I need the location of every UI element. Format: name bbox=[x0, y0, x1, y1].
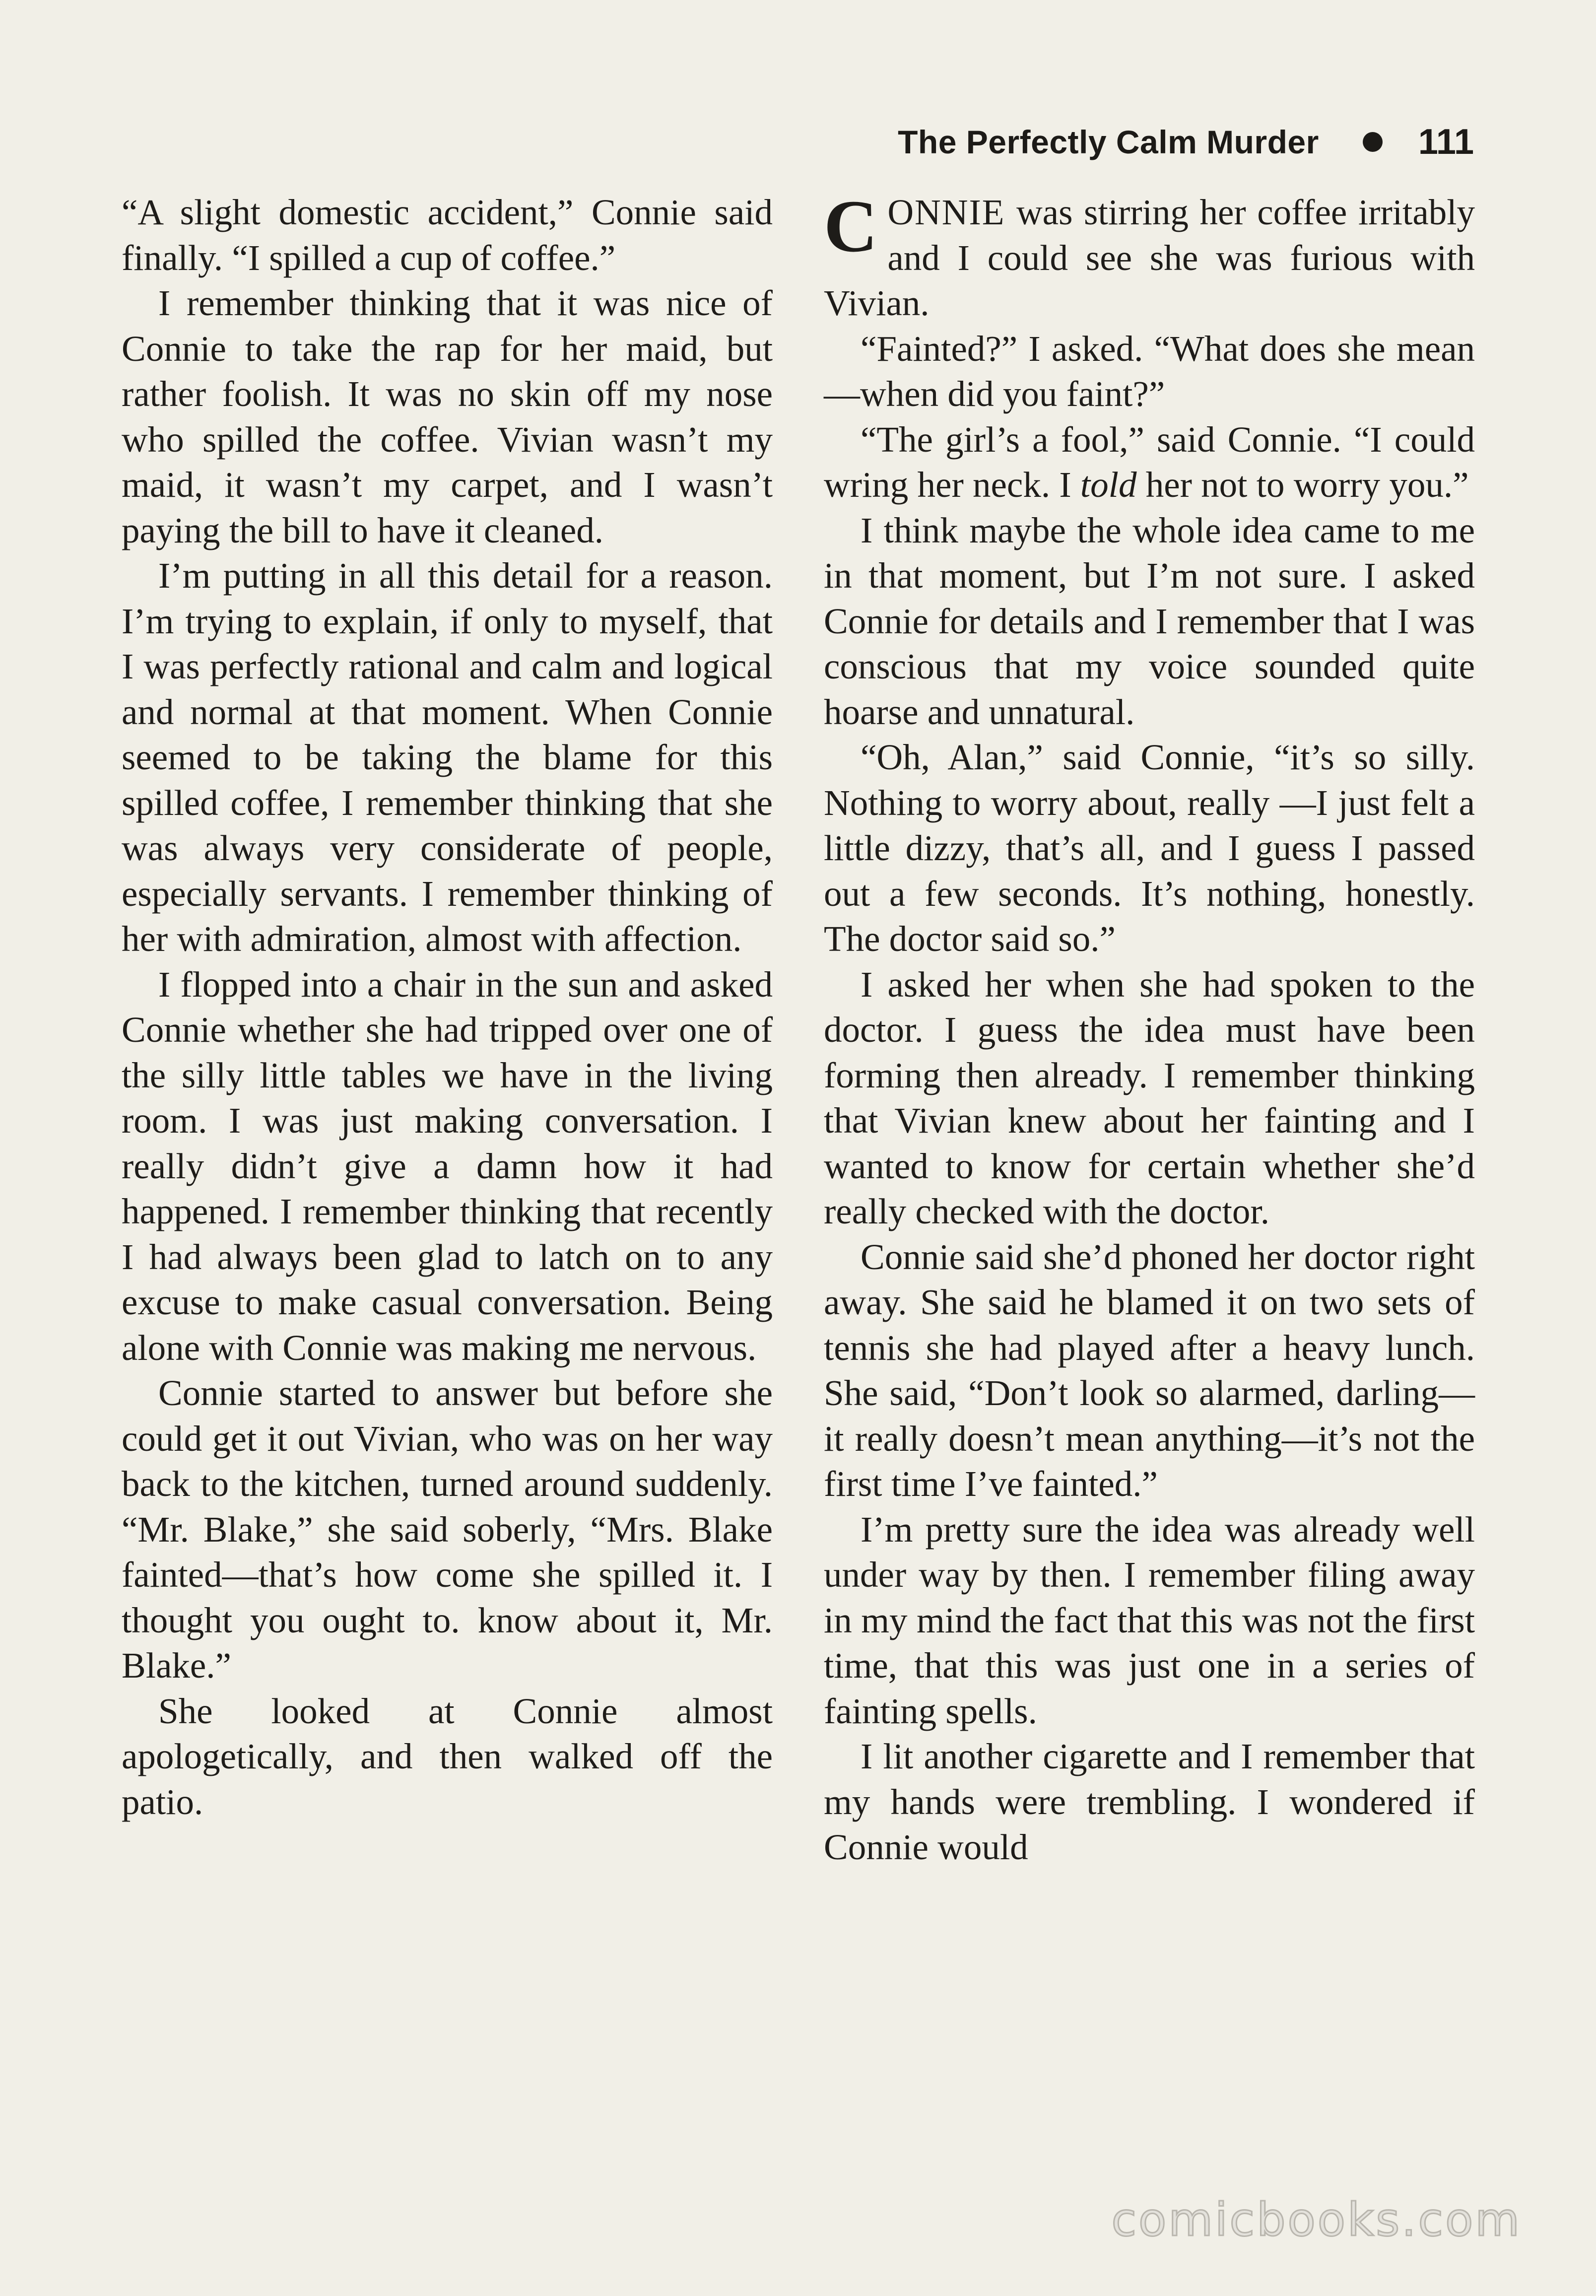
paragraph: I’m pretty sure the idea was already well under way by then. I remember filing away in my mind the fact that this was not the first time, that this was just one in a series of fainting spells. bbox=[824, 1509, 1475, 1731]
left-column bbox=[122, 190, 773, 1824]
paragraph-text: “The girl’s a fool,” said Connie. “I could wring her neck. I bbox=[824, 419, 1475, 505]
watermark: comicbooks.com bbox=[1111, 2193, 1522, 2246]
drop-cap: C bbox=[824, 185, 878, 268]
paragraph: “A slight domestic accident,” Connie said finally. “I spilled a cup of coffee.” bbox=[122, 192, 773, 278]
opening-text: was stirring her coffee irritably and I could see she was furious with Vivian. bbox=[824, 192, 1475, 323]
small-caps-word: ONNIE bbox=[887, 192, 1005, 232]
running-title: The Perfectly Calm Murder bbox=[898, 124, 1319, 160]
paragraph-with-emphasis bbox=[824, 417, 1475, 508]
paragraph: Connie started to answer but before she could get it out Vivian, who was on her way back to the kitchen, turned around suddenly. “Mr. Blake,” she said soberly, “Mrs. Blake fainted—that’s how come she spilled it. I thought you ought to. know about it, Mr. Blake.” bbox=[122, 1373, 773, 1686]
page-number: 111 bbox=[1418, 122, 1474, 162]
paragraph: “Fainted?” I asked. “What does she mean—when did you faint?” bbox=[824, 328, 1475, 414]
running-header bbox=[898, 122, 1474, 162]
opening-paragraph bbox=[824, 185, 1475, 326]
paragraph-text: her not to worry you.” bbox=[1136, 465, 1469, 505]
bullet-separator-icon bbox=[1363, 132, 1383, 152]
paragraph: I flopped into a chair in the sun and asked Connie whether she had tripped over one of the silly little tables we have in the living room. I was just making conversation. I really didn’t give a damn how it had happened. I remember thinking that recently I had always been glad to latch on to any excuse to make casual conversation. Being alone with Connie was making me nervous. bbox=[122, 964, 773, 1368]
paragraph: I lit another cigarette and I remember that my hands were trembling. I wondered if Connie would bbox=[824, 1736, 1475, 1867]
paragraph: I remember thinking that it was nice of Connie to take the rap for her maid, but rather foolish. It was no skin off my nose who spilled the coffee. Vivian wasn’t my maid, it wasn’t my carpet, and I wasn’t paying the bill to have it cleaned. bbox=[122, 283, 773, 550]
paragraph: She looked at Connie almost apologetically, and then walked off the patio. bbox=[122, 1690, 773, 1822]
paragraph: I’m putting in all this detail for a reason. I’m trying to explain, if only to myself, that I was perfectly rational and calm and logical and normal at that moment. When Connie seemed to be taking the blame for this spilled coffee, I remember thinking that she was always very considerate of people, especially servants. I remember thinking of her with admiration, almost with affection. bbox=[122, 555, 773, 959]
emphasis-word: told bbox=[1080, 465, 1137, 505]
paragraph: I think maybe the whole idea came to me in that moment, but I’m not sure. I asked Connie for details and I remember that I was conscious that my voice sounded quite hoarse and unnatural. bbox=[824, 510, 1475, 732]
paragraph: Connie said she’d phoned her doctor right away. She said he blamed it on two sets of tennis she had played after a heavy lunch. She said, “Don’t look so alarmed, darling—it really doesn’t mean anything—it’s not the first time I’ve fainted.” bbox=[824, 1236, 1475, 1504]
right-column bbox=[824, 185, 1475, 1870]
paragraph: “Oh, Alan,” said Connie, “it’s so silly. Nothing to worry about, really —I just felt a little dizzy, that’s all, and I guess I passed out a few seconds. It’s nothing, honestly. The doctor said so.” bbox=[824, 737, 1475, 959]
paragraph: I asked her when she had spoken to the doctor. I guess the idea must have been forming then already. I remember thinking that Vivian knew about her fainting and I wanted to know for certain whether she’d really checked with the doctor. bbox=[824, 964, 1475, 1231]
